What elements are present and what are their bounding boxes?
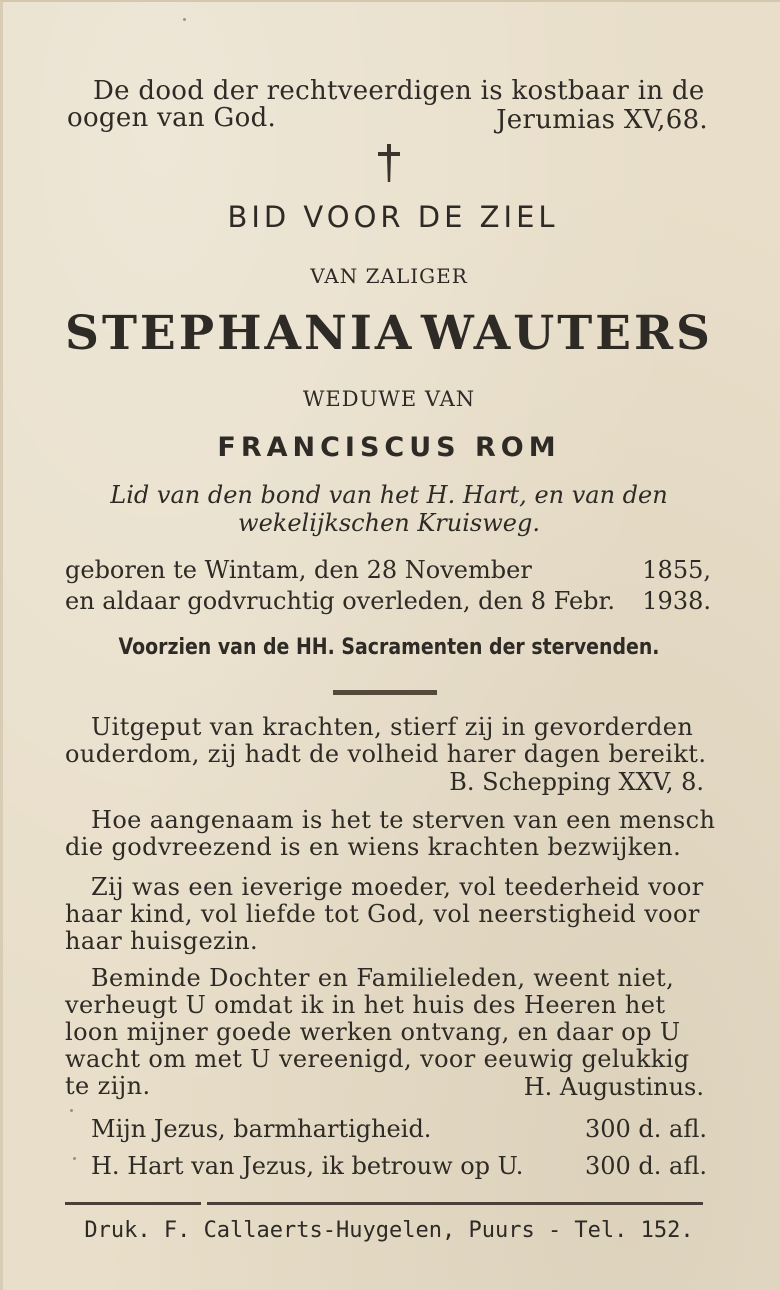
death-line bbox=[65, 587, 711, 615]
bid-voor-de-ziel-heading: BID VOOR DE ZIEL bbox=[227, 200, 559, 234]
husband-name: FRANCISCUS ROM bbox=[217, 432, 561, 463]
verse-1-reference: B. Schepping XXV, 8. bbox=[449, 768, 704, 796]
weduwe-van-label: WEDUWE VAN bbox=[302, 387, 476, 411]
printer-line: Druk. F. Callaerts-Huygelen, Puurs - Tel. 152. bbox=[84, 1218, 694, 1243]
ornamental-divider bbox=[333, 690, 437, 695]
verse-4-last-line: te zijn. bbox=[65, 1072, 151, 1100]
deceased-first-name: STEPHANIA bbox=[65, 306, 415, 361]
prayer-2 bbox=[91, 1152, 707, 1180]
verse-3-line-2: haar kind, vol liefde tot God, vol neerstigheid voor bbox=[65, 900, 700, 928]
van-zaliger-label: VAN ZALIGER bbox=[310, 264, 468, 288]
paper-fleck bbox=[73, 1157, 76, 1160]
footer-rule-right bbox=[207, 1202, 703, 1205]
verse-2-line-2: die godvreezend is en wiens krachten bezwijken. bbox=[65, 833, 682, 861]
prayer-1-indulgence: 300 d. afl. bbox=[584, 1115, 707, 1143]
epigraph-line-1: De dood der rechtveerdigen is kostbaar in de bbox=[93, 76, 705, 106]
paper-fleck bbox=[70, 1109, 73, 1112]
verse-4-line-4: wacht om met U vereenigd, voor eeuwig gelukkig bbox=[65, 1045, 690, 1073]
prayer-1-text: Mijn Jezus, barmhartigheid. bbox=[91, 1115, 432, 1143]
verse-3-line-3: haar huisgezin. bbox=[65, 927, 259, 955]
verse-1-line-1: Uitgeput van krachten, stierf zij in gevorderden bbox=[91, 713, 694, 741]
membership-line-2: wekelijkschen Kruisweg. bbox=[238, 509, 540, 537]
prayer-2-indulgence: 300 d. afl. bbox=[584, 1152, 707, 1180]
cross-icon bbox=[376, 142, 402, 184]
deceased-last-name: WAUTERS bbox=[420, 306, 713, 361]
epigraph-reference: Jerumias XV,68. bbox=[496, 105, 708, 135]
prayer-1 bbox=[91, 1115, 707, 1143]
sacraments-line: Voorzien van de HH. Sacramenten der stervenden. bbox=[118, 635, 660, 660]
birth-text: geboren te Wintam, den 28 November bbox=[65, 556, 532, 584]
prayer-2-text: H. Hart van Jezus, ik betrouw op U. bbox=[91, 1152, 524, 1180]
footer-rule-left bbox=[65, 1202, 201, 1205]
verse-2-line-1: Hoe aangenaam is het te sterven van een mensch bbox=[91, 806, 716, 834]
verse-1-line-2: ouderdom, zij hadt de volheid harer dagen bereikt. bbox=[65, 740, 707, 768]
verse-4-line-2: verheugt U omdat ik in het huis des Heeren het bbox=[65, 991, 666, 1019]
birth-year: 1855, bbox=[642, 556, 711, 584]
membership-line-1: Lid van den bond van het H. Hart, en van den bbox=[110, 481, 668, 509]
verse-4-line-1: Beminde Dochter en Familieleden, weent niet, bbox=[91, 964, 675, 992]
paper-fleck bbox=[183, 18, 186, 21]
birth-line bbox=[65, 556, 711, 584]
deceased-name bbox=[65, 306, 713, 361]
death-year: 1938. bbox=[642, 587, 711, 615]
epigraph-line-2-left: oogen van God. bbox=[67, 103, 277, 133]
verse-4-reference: H. Augustinus. bbox=[523, 1073, 704, 1101]
death-text: en aldaar godvruchtig overleden, den 8 Febr. bbox=[65, 587, 615, 615]
verse-4-line-3: loon mijner goede werken ontvang, en daar op U bbox=[65, 1018, 681, 1046]
verse-3-line-1: Zij was een ieverige moeder, vol teederheid voor bbox=[91, 873, 704, 901]
